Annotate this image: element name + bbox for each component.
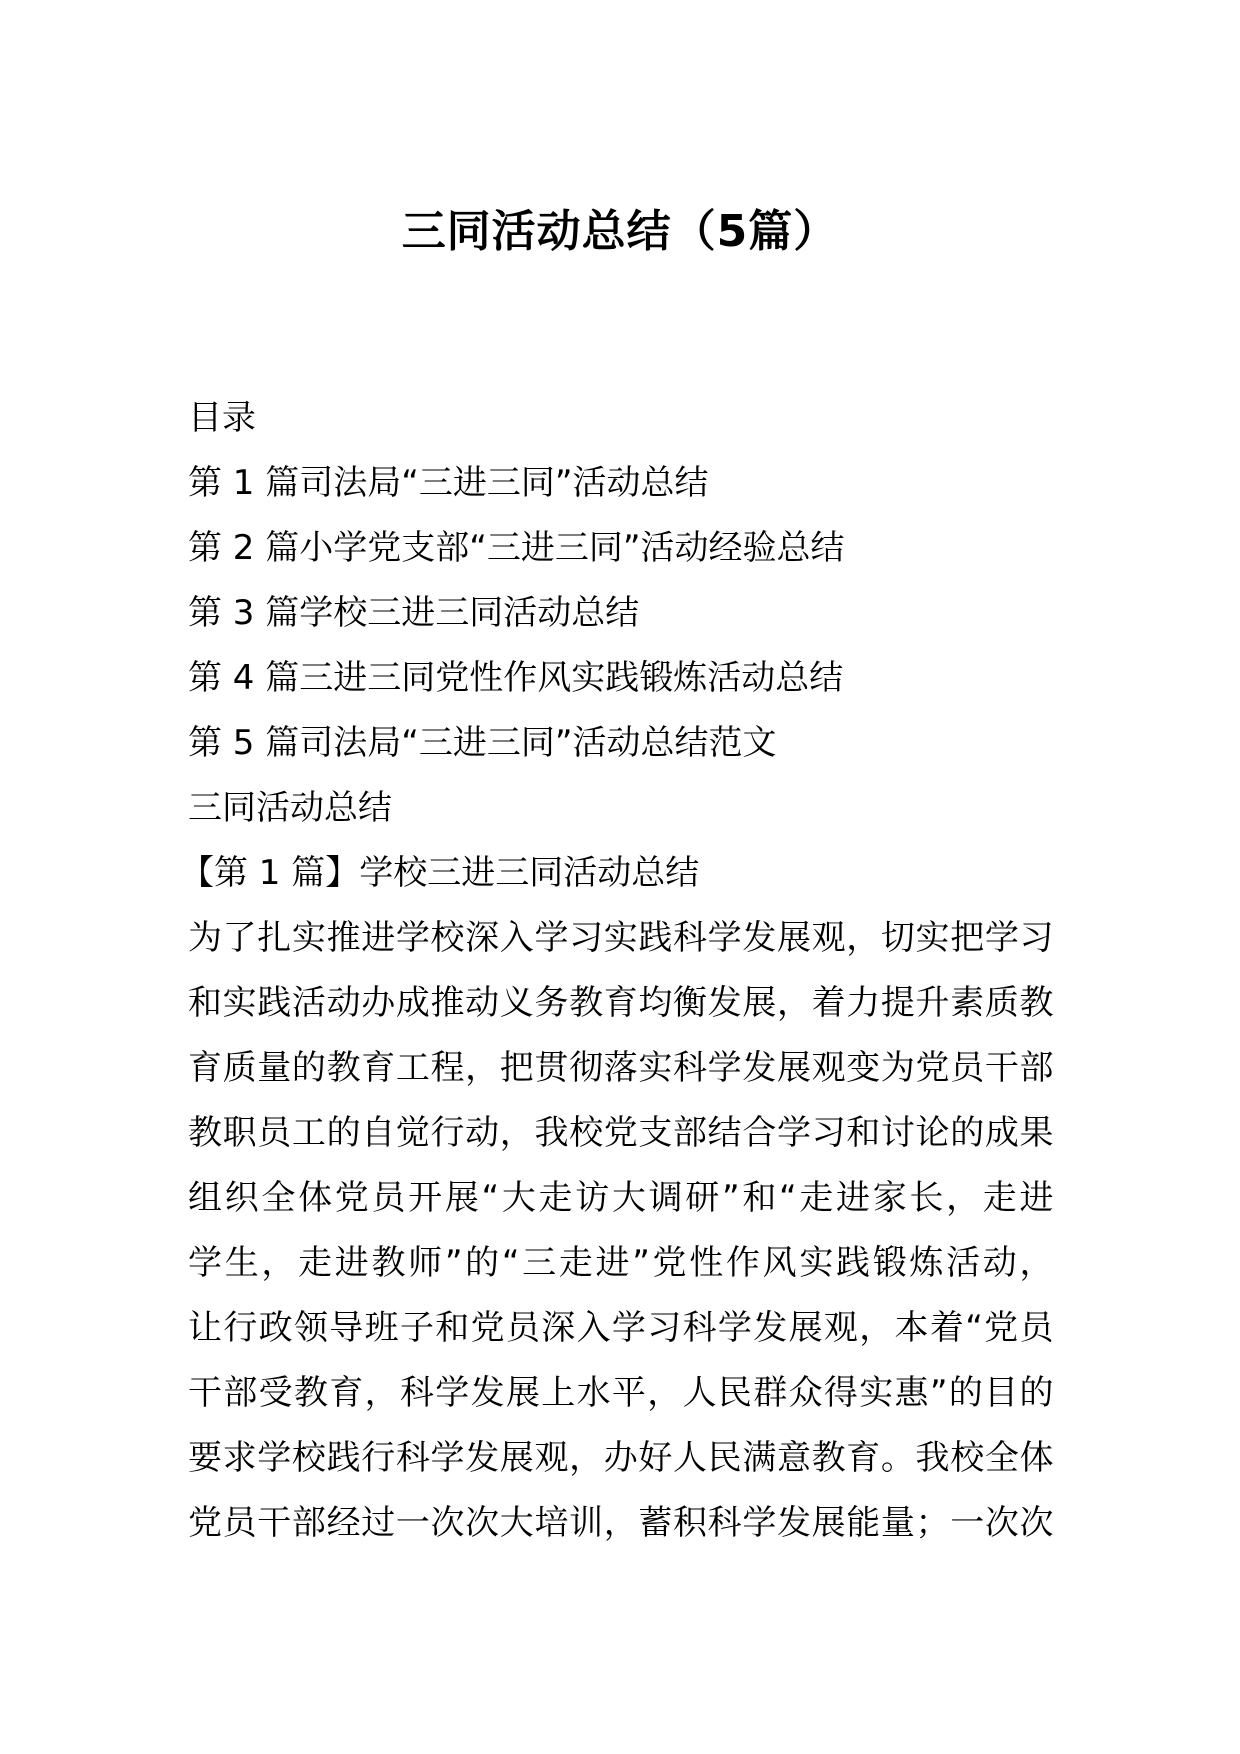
paragraph-line: 和实践活动办成推动义务教育均衡发展，着力提升素质教 — [188, 983, 1054, 1023]
paragraph-line: 组织全体党员开展“大走访大调研”和“走进家长，走进 — [188, 1178, 1054, 1218]
toc-item-3[interactable]: 第 3 篇学校三进三同活动总结 — [188, 593, 640, 633]
paragraph-line: 干部受教育，科学发展上水平，人民群众得实惠”的目的 — [188, 1373, 1054, 1413]
toc-heading: 目录 — [188, 398, 256, 438]
body-paragraph — [188, 906, 1054, 1556]
chapter-heading: 【第 1 篇】学校三进三同活动总结 — [180, 853, 700, 893]
document-body — [180, 386, 1054, 1556]
table-of-contents — [188, 451, 1054, 776]
toc-item-4[interactable]: 第 4 篇三进三同党性作风实践锻炼活动总结 — [188, 658, 844, 698]
paragraph-line: 让行政领导班子和党员深入学习科学发展观，本着“党员 — [188, 1308, 1054, 1348]
paragraph-line: 教职员工的自觉行动，我校党支部结合学习和讨论的成果 — [188, 1113, 1054, 1153]
toc-item-5[interactable]: 第 5 篇司法局“三进三同”活动总结范文 — [188, 723, 777, 763]
paragraph-line: 党员干部经过一次次大培训，蓄积科学发展能量；一次次 — [188, 1503, 1054, 1543]
toc-item-2[interactable]: 第 2 篇小学党支部“三进三同”活动经验总结 — [188, 528, 845, 568]
paragraph-line: 要求学校践行科学发展观，办好人民满意教育。我校全体 — [188, 1438, 1054, 1478]
document-title: 三同活动总结（5篇） — [401, 206, 839, 257]
toc-item-1[interactable]: 第 1 篇司法局“三进三同”活动总结 — [188, 463, 709, 503]
paragraph-line: 学生，走进教师”的“三走进”党性作风实践锻炼活动， — [188, 1243, 1054, 1283]
paragraph-line: 为了扎实推进学校深入学习实践科学发展观，切实把学习 — [188, 918, 1054, 958]
paragraph-line: 育质量的教育工程，把贯彻落实科学发展观变为党员干部 — [188, 1048, 1054, 1088]
section-title: 三同活动总结 — [188, 788, 392, 828]
